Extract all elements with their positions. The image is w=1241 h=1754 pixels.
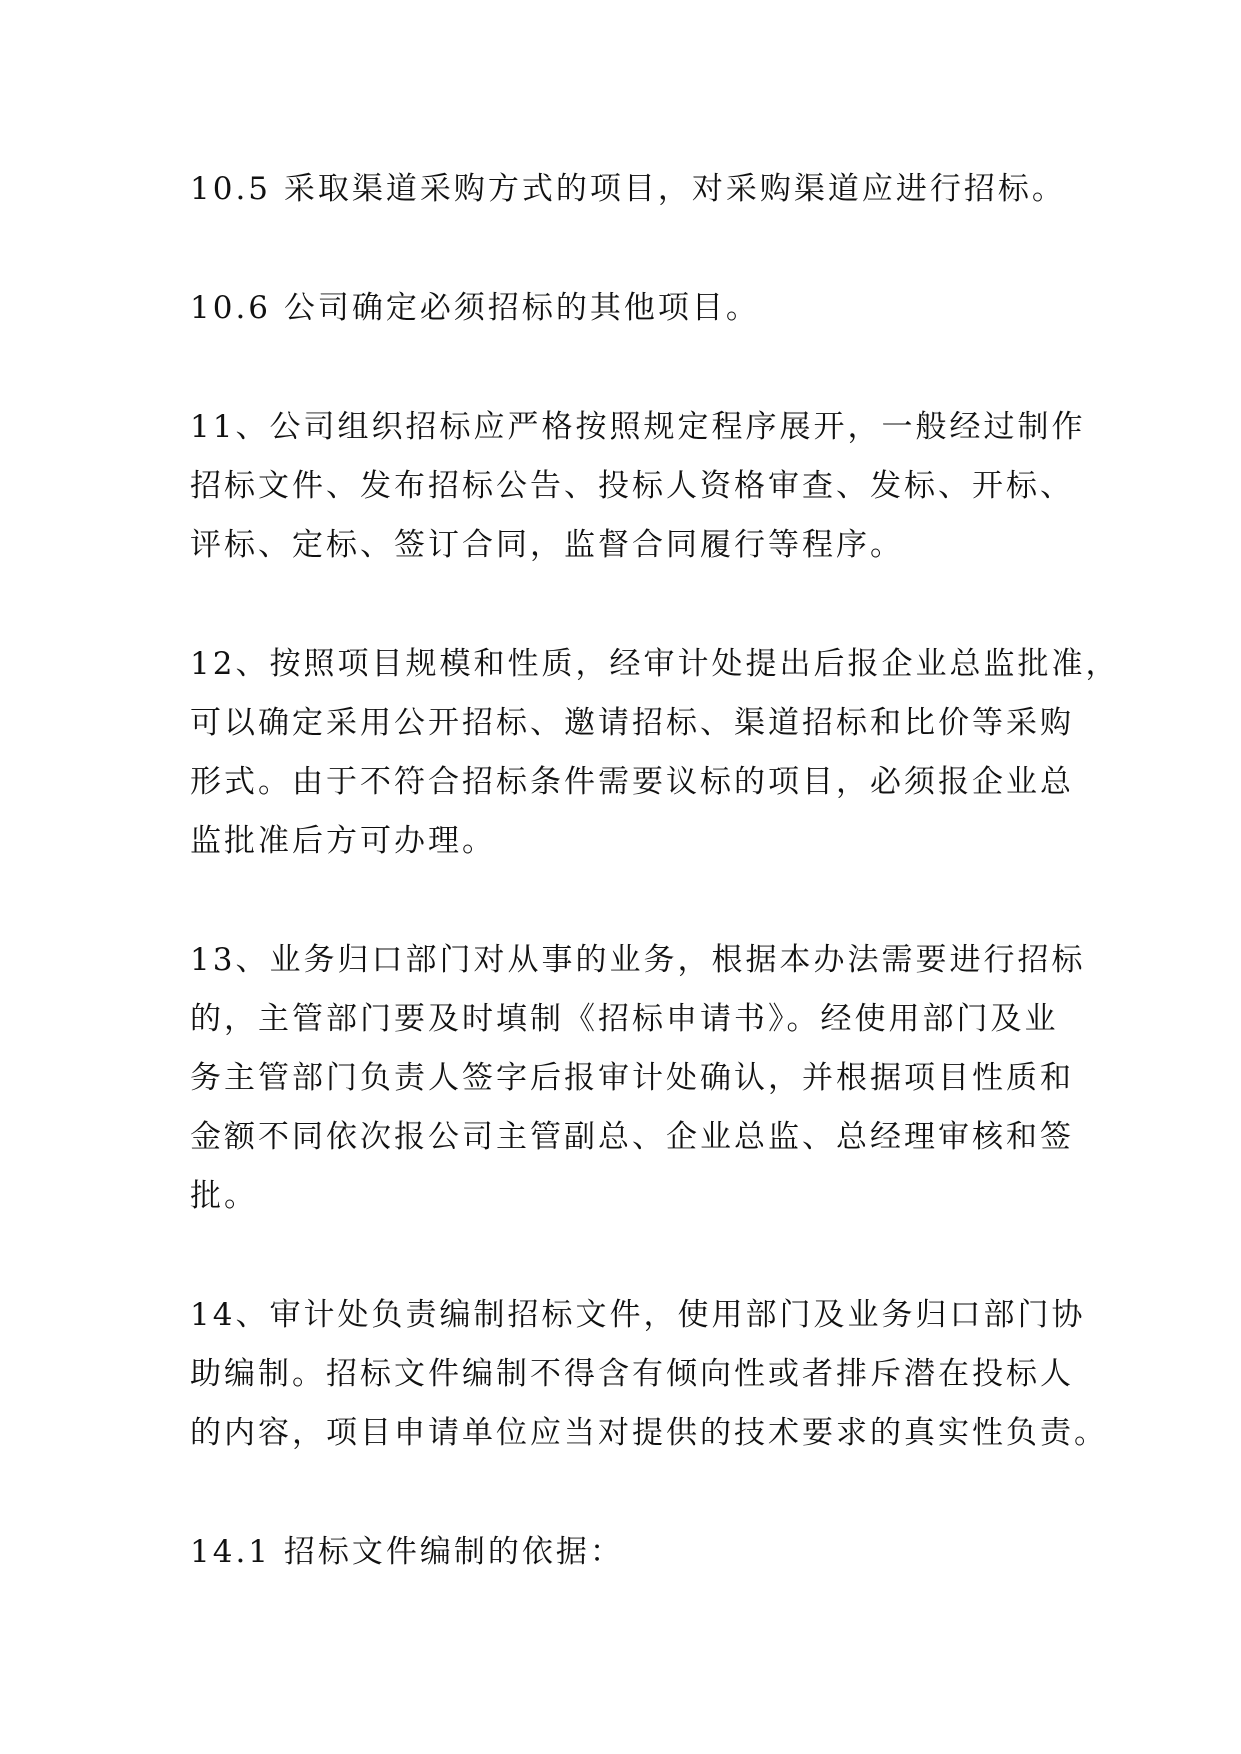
- paragraph-14: [190, 1286, 1108, 1463]
- paragraph-12: [190, 635, 1120, 871]
- text-line: 10.5 采取渠道采购方式的项目，对采购渠道应进行招标。: [190, 171, 1066, 207]
- paragraph-13: [190, 931, 1086, 1226]
- text-line: 11、公司组织招标应严格按照规定程序展开，一般经过制作: [190, 409, 1086, 445]
- text-line: 的内容，项目申请单位应当对提供的技术要求的真实性负责。: [190, 1415, 1108, 1451]
- text-line: 评标、定标、签订合同，监督合同履行等程序。: [190, 527, 904, 563]
- text-line: 务主管部门负责人签字后报审计处确认，并根据项目性质和: [190, 1060, 1074, 1096]
- text-line: 形式。由于不符合招标条件需要议标的项目，必须报企业总: [190, 764, 1074, 800]
- text-line: 招标文件、发布招标公告、投标人资格审查、发标、开标、: [190, 468, 1074, 504]
- text-line: 金额不同依次报公司主管副总、企业总监、总经理审核和签: [190, 1119, 1074, 1155]
- text-line: 14、审计处负责编制招标文件，使用部门及业务归口部门协: [190, 1297, 1086, 1333]
- text-line: 批。: [190, 1178, 258, 1214]
- paragraph-14-1: [190, 1523, 1080, 1582]
- paragraph-10-5: [190, 160, 1080, 219]
- paragraph-11: [190, 398, 1086, 575]
- text-line: 14.1 招标文件编制的依据：: [190, 1534, 624, 1570]
- text-line: 13、业务归口部门对从事的业务，根据本办法需要进行招标: [190, 942, 1086, 978]
- text-line: 12、按照项目规模和性质，经审计处提出后报企业总监批准，: [190, 646, 1120, 682]
- text-line: 监批准后方可办理。: [190, 823, 496, 859]
- text-line: 可以确定采用公开招标、邀请招标、渠道招标和比价等采购: [190, 705, 1074, 741]
- paragraph-10-6: [190, 279, 1080, 338]
- text-line: 的，主管部门要及时填制《招标申请书》。经使用部门及业: [190, 1001, 1059, 1037]
- text-line: 10.6 公司确定必须招标的其他项目。: [190, 290, 760, 326]
- text-line: 助编制。招标文件编制不得含有倾向性或者排斥潜在投标人: [190, 1356, 1074, 1392]
- document-body: [190, 160, 1120, 1642]
